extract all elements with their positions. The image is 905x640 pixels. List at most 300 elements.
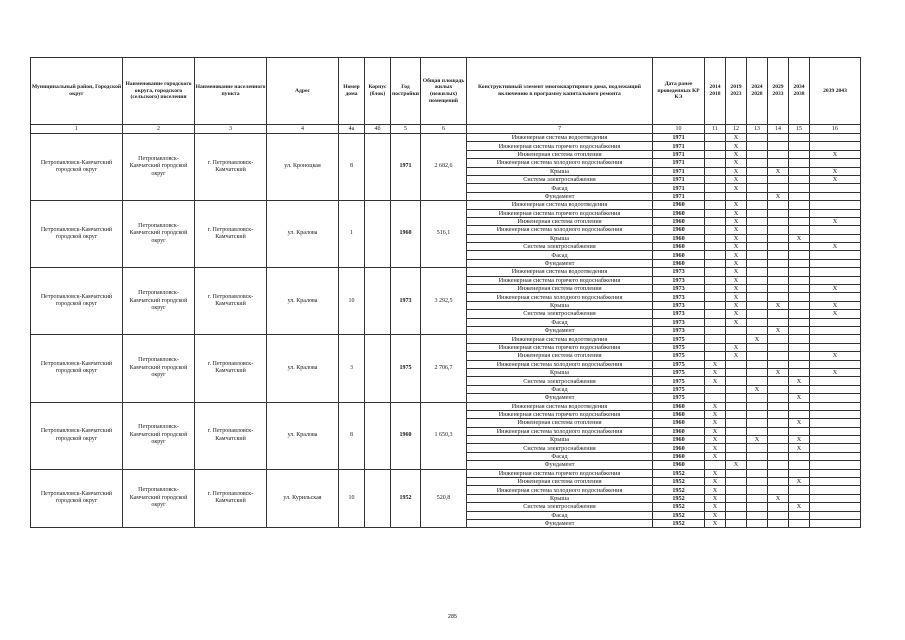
period-mark-cell: X bbox=[747, 385, 768, 393]
column-index: 6 bbox=[421, 125, 467, 134]
period-mark-cell bbox=[810, 259, 861, 267]
period-mark-cell bbox=[705, 326, 726, 334]
period-mark-cell: X bbox=[726, 150, 747, 158]
prior-date-cell: 1960 bbox=[653, 209, 705, 217]
capital-repair-table bbox=[30, 57, 861, 528]
table-row bbox=[31, 402, 861, 410]
period-mark-cell: X bbox=[726, 159, 747, 167]
period-mark-cell bbox=[768, 175, 789, 183]
period-mark-cell bbox=[726, 511, 747, 519]
prior-date-cell: 1960 bbox=[653, 444, 705, 452]
element-cell: Инженерная система отопления bbox=[467, 217, 653, 225]
period-mark-cell bbox=[747, 243, 768, 251]
period-mark-cell bbox=[726, 360, 747, 368]
period-mark-cell bbox=[768, 142, 789, 150]
period-mark-cell bbox=[726, 494, 747, 502]
header-locality: Наименование населенного пункта bbox=[195, 58, 267, 125]
period-mark-cell bbox=[810, 444, 861, 452]
prior-date-cell: 1973 bbox=[653, 301, 705, 309]
period-mark-cell bbox=[726, 326, 747, 334]
period-mark-cell bbox=[705, 293, 726, 301]
period-mark-cell: X bbox=[705, 377, 726, 385]
element-cell: Фасад bbox=[467, 251, 653, 259]
period-mark-cell bbox=[705, 285, 726, 293]
element-cell: Фасад bbox=[467, 511, 653, 519]
period-mark-cell: X bbox=[768, 167, 789, 175]
period-mark-cell bbox=[726, 427, 747, 435]
area-cell: 1 650,3 bbox=[421, 402, 467, 469]
period-mark-cell bbox=[747, 167, 768, 175]
period-mark-cell bbox=[810, 234, 861, 242]
table-body bbox=[31, 134, 861, 528]
period-mark-cell bbox=[789, 150, 810, 158]
period-mark-cell bbox=[747, 142, 768, 150]
period-mark-cell bbox=[810, 394, 861, 402]
column-index: 3 bbox=[195, 125, 267, 134]
address-cell: ул. Кралова bbox=[267, 201, 339, 268]
period-mark-cell bbox=[768, 335, 789, 343]
period-mark-cell bbox=[705, 385, 726, 393]
period-mark-cell bbox=[747, 486, 768, 494]
year-cell: 1952 bbox=[391, 469, 421, 528]
prior-date-cell: 1975 bbox=[653, 352, 705, 360]
period-mark-cell: X bbox=[705, 494, 726, 502]
period-mark-cell bbox=[747, 519, 768, 527]
period-mark-cell bbox=[810, 511, 861, 519]
period-mark-cell bbox=[789, 251, 810, 259]
period-mark-cell bbox=[810, 427, 861, 435]
element-cell: Инженерная система холодного водоснабжения bbox=[467, 360, 653, 368]
address-cell: ул. Кралова bbox=[267, 268, 339, 335]
locality-cell: г. Петропавловск-Камчатский bbox=[195, 335, 267, 402]
period-mark-cell bbox=[768, 134, 789, 142]
period-mark-cell bbox=[768, 410, 789, 418]
element-cell: Фасад bbox=[467, 452, 653, 460]
period-mark-cell bbox=[705, 226, 726, 234]
table-row bbox=[31, 134, 861, 142]
period-mark-cell: X bbox=[810, 167, 861, 175]
period-mark-cell bbox=[768, 402, 789, 410]
period-mark-cell bbox=[768, 377, 789, 385]
period-mark-cell bbox=[726, 444, 747, 452]
period-mark-cell: X bbox=[726, 201, 747, 209]
period-mark-cell bbox=[789, 461, 810, 469]
period-mark-cell bbox=[789, 519, 810, 527]
house-number-cell: 10 bbox=[339, 469, 365, 528]
period-mark-cell bbox=[747, 360, 768, 368]
period-mark-cell bbox=[705, 276, 726, 284]
period-mark-cell bbox=[810, 142, 861, 150]
prior-date-cell: 1960 bbox=[653, 452, 705, 460]
period-mark-cell: X bbox=[810, 150, 861, 158]
header-prior-repair-date: Дата ранее проведенных КР КЭ bbox=[653, 58, 705, 125]
period-mark-cell bbox=[705, 234, 726, 242]
column-index: 4а bbox=[339, 125, 365, 134]
period-mark-cell: X bbox=[705, 360, 726, 368]
column-index: 4б bbox=[365, 125, 391, 134]
prior-date-cell: 1975 bbox=[653, 335, 705, 343]
prior-date-cell: 1960 bbox=[653, 201, 705, 209]
header-municipality: Муниципальный район, Городской округ bbox=[31, 58, 123, 125]
element-cell: Система электроснабжения bbox=[467, 310, 653, 318]
period-mark-cell bbox=[747, 452, 768, 460]
prior-date-cell: 1973 bbox=[653, 276, 705, 284]
period-mark-cell bbox=[768, 150, 789, 158]
period-mark-cell bbox=[768, 436, 789, 444]
element-cell: Инженерная система холодного водоснабжения bbox=[467, 159, 653, 167]
period-mark-cell bbox=[726, 368, 747, 376]
header-period-2029: 2029 2033 bbox=[768, 58, 789, 125]
period-mark-cell: X bbox=[705, 419, 726, 427]
period-mark-cell bbox=[768, 259, 789, 267]
address-cell: ул. Курильская bbox=[267, 469, 339, 528]
prior-date-cell: 1960 bbox=[653, 251, 705, 259]
prior-date-cell: 1975 bbox=[653, 368, 705, 376]
period-mark-cell bbox=[726, 478, 747, 486]
period-mark-cell bbox=[789, 385, 810, 393]
period-mark-cell bbox=[705, 352, 726, 360]
block-cell bbox=[365, 134, 391, 201]
element-cell: Крыша bbox=[467, 167, 653, 175]
period-mark-cell bbox=[747, 184, 768, 192]
element-cell: Инженерная система отопления bbox=[467, 150, 653, 158]
period-mark-cell bbox=[789, 486, 810, 494]
period-mark-cell bbox=[810, 192, 861, 200]
period-mark-cell bbox=[789, 268, 810, 276]
element-cell: Система электроснабжения bbox=[467, 444, 653, 452]
period-mark-cell bbox=[810, 184, 861, 192]
period-mark-cell: X bbox=[768, 301, 789, 309]
period-mark-cell bbox=[705, 243, 726, 251]
block-cell bbox=[365, 335, 391, 402]
element-cell: Фасад bbox=[467, 184, 653, 192]
period-mark-cell bbox=[747, 175, 768, 183]
element-cell: Инженерная система отопления bbox=[467, 285, 653, 293]
period-mark-cell bbox=[747, 427, 768, 435]
period-mark-cell bbox=[768, 503, 789, 511]
page-number: 285 bbox=[447, 614, 458, 620]
period-mark-cell bbox=[789, 310, 810, 318]
header-area: Общая площадь жилых (нежилых) помещений bbox=[421, 58, 467, 125]
period-mark-cell bbox=[810, 326, 861, 334]
period-mark-cell bbox=[789, 494, 810, 502]
period-mark-cell bbox=[768, 209, 789, 217]
period-mark-cell bbox=[768, 243, 789, 251]
settlement-cell: Петропавловск-Камчатский городской округ bbox=[123, 134, 195, 201]
period-mark-cell bbox=[789, 326, 810, 334]
area-cell: 516,1 bbox=[421, 201, 467, 268]
column-index-row bbox=[31, 125, 861, 134]
period-mark-cell: X bbox=[789, 394, 810, 402]
period-mark-cell: X bbox=[810, 217, 861, 225]
prior-date-cell: 1952 bbox=[653, 494, 705, 502]
period-mark-cell: X bbox=[705, 486, 726, 494]
period-mark-cell: X bbox=[726, 243, 747, 251]
period-mark-cell bbox=[810, 201, 861, 209]
period-mark-cell bbox=[789, 301, 810, 309]
element-cell: Крыша bbox=[467, 494, 653, 502]
table-row bbox=[31, 201, 861, 209]
municipality-cell: Петропавловск-Камчатский городской округ bbox=[31, 134, 123, 201]
settlement-cell: Петропавловск-Камчатский городской округ bbox=[123, 335, 195, 402]
header-period-2024: 2024 2028 bbox=[747, 58, 768, 125]
period-mark-cell bbox=[768, 519, 789, 527]
period-mark-cell: X bbox=[726, 142, 747, 150]
house-number-cell: 3 bbox=[339, 335, 365, 402]
prior-date-cell: 1952 bbox=[653, 503, 705, 511]
period-mark-cell bbox=[768, 444, 789, 452]
element-cell: Фундамент bbox=[467, 259, 653, 267]
element-cell: Инженерная система водоотведения bbox=[467, 201, 653, 209]
period-mark-cell bbox=[810, 377, 861, 385]
period-mark-cell bbox=[789, 452, 810, 460]
period-mark-cell bbox=[747, 410, 768, 418]
period-mark-cell bbox=[768, 360, 789, 368]
header-settlement: Наименование городского округа, городского (сельского) поселения bbox=[123, 58, 195, 125]
period-mark-cell: X bbox=[810, 243, 861, 251]
column-index: 4 bbox=[267, 125, 339, 134]
header-address: Адрес bbox=[267, 58, 339, 125]
prior-date-cell: 1960 bbox=[653, 259, 705, 267]
locality-cell: г. Петропавловск-Камчатский bbox=[195, 268, 267, 335]
period-mark-cell bbox=[726, 410, 747, 418]
period-mark-cell bbox=[768, 217, 789, 225]
period-mark-cell bbox=[810, 436, 861, 444]
municipality-cell: Петропавловск-Камчатский городской округ bbox=[31, 201, 123, 268]
period-mark-cell bbox=[705, 192, 726, 200]
period-mark-cell: X bbox=[726, 175, 747, 183]
table-row bbox=[31, 469, 861, 477]
period-mark-cell bbox=[789, 142, 810, 150]
area-cell: 2 682,6 bbox=[421, 134, 467, 201]
settlement-cell: Петропавловск-Камчатский городской округ bbox=[123, 201, 195, 268]
period-mark-cell: X bbox=[705, 368, 726, 376]
element-cell: Система электроснабжения bbox=[467, 243, 653, 251]
period-mark-cell bbox=[747, 134, 768, 142]
period-mark-cell: X bbox=[726, 310, 747, 318]
period-mark-cell bbox=[747, 343, 768, 351]
prior-date-cell: 1975 bbox=[653, 360, 705, 368]
period-mark-cell: X bbox=[705, 444, 726, 452]
period-mark-cell bbox=[747, 234, 768, 242]
period-mark-cell bbox=[789, 243, 810, 251]
element-cell: Фундамент bbox=[467, 461, 653, 469]
period-mark-cell bbox=[768, 159, 789, 167]
house-number-cell: 8 bbox=[339, 134, 365, 201]
house-number-cell: 8 bbox=[339, 402, 365, 469]
period-mark-cell bbox=[789, 352, 810, 360]
element-cell: Крыша bbox=[467, 234, 653, 242]
period-mark-cell: X bbox=[768, 494, 789, 502]
element-cell: Инженерная система горячего водоснабжения bbox=[467, 410, 653, 418]
area-cell: 3 292,5 bbox=[421, 268, 467, 335]
period-mark-cell bbox=[789, 159, 810, 167]
period-mark-cell bbox=[747, 469, 768, 477]
period-mark-cell: X bbox=[705, 427, 726, 435]
element-cell: Фундамент bbox=[467, 192, 653, 200]
period-mark-cell bbox=[789, 427, 810, 435]
period-mark-cell bbox=[705, 310, 726, 318]
column-index: 12 bbox=[726, 125, 747, 134]
element-cell: Фасад bbox=[467, 385, 653, 393]
period-mark-cell bbox=[726, 436, 747, 444]
period-mark-cell: X bbox=[789, 377, 810, 385]
prior-date-cell: 1952 bbox=[653, 469, 705, 477]
period-mark-cell bbox=[705, 142, 726, 150]
prior-date-cell: 1960 bbox=[653, 226, 705, 234]
element-cell: Крыша bbox=[467, 301, 653, 309]
period-mark-cell bbox=[705, 217, 726, 225]
period-mark-cell bbox=[768, 318, 789, 326]
year-cell: 1960 bbox=[391, 402, 421, 469]
period-mark-cell bbox=[768, 461, 789, 469]
prior-date-cell: 1973 bbox=[653, 310, 705, 318]
period-mark-cell bbox=[747, 318, 768, 326]
header-element: Конструктивный элемент многоквартирного дома, подлежащий включению в программу капитального ремонта bbox=[467, 58, 653, 125]
period-mark-cell bbox=[726, 335, 747, 343]
period-mark-cell bbox=[726, 469, 747, 477]
element-cell: Фундамент bbox=[467, 326, 653, 334]
period-mark-cell bbox=[747, 226, 768, 234]
period-mark-cell bbox=[705, 394, 726, 402]
period-mark-cell bbox=[768, 486, 789, 494]
period-mark-cell: X bbox=[705, 436, 726, 444]
locality-cell: г. Петропавловск-Камчатский bbox=[195, 469, 267, 528]
period-mark-cell bbox=[810, 486, 861, 494]
element-cell: Инженерная система водоотведения bbox=[467, 335, 653, 343]
period-mark-cell: X bbox=[810, 285, 861, 293]
period-mark-cell bbox=[768, 293, 789, 301]
locality-cell: г. Петропавловск-Камчатский bbox=[195, 201, 267, 268]
period-mark-cell bbox=[747, 352, 768, 360]
element-cell: Система электроснабжения bbox=[467, 175, 653, 183]
period-mark-cell bbox=[705, 159, 726, 167]
period-mark-cell bbox=[789, 318, 810, 326]
period-mark-cell bbox=[810, 478, 861, 486]
element-cell: Инженерная система отопления bbox=[467, 419, 653, 427]
period-mark-cell bbox=[810, 360, 861, 368]
column-index: 1 bbox=[31, 125, 123, 134]
prior-date-cell: 1960 bbox=[653, 436, 705, 444]
period-mark-cell bbox=[789, 410, 810, 418]
period-mark-cell bbox=[810, 385, 861, 393]
locality-cell: г. Петропавловск-Камчатский bbox=[195, 134, 267, 201]
address-cell: ул. Кроноцкая bbox=[267, 134, 339, 201]
area-cell: 520,8 bbox=[421, 469, 467, 528]
period-mark-cell bbox=[705, 259, 726, 267]
period-mark-cell bbox=[810, 494, 861, 502]
period-mark-cell: X bbox=[726, 184, 747, 192]
period-mark-cell: X bbox=[726, 226, 747, 234]
period-mark-cell bbox=[747, 201, 768, 209]
element-cell: Инженерная система горячего водоснабжения bbox=[467, 276, 653, 284]
period-mark-cell bbox=[726, 452, 747, 460]
period-mark-cell bbox=[747, 326, 768, 334]
period-mark-cell bbox=[747, 377, 768, 385]
period-mark-cell bbox=[705, 343, 726, 351]
period-mark-cell bbox=[768, 419, 789, 427]
period-mark-cell: X bbox=[810, 368, 861, 376]
period-mark-cell: X bbox=[810, 175, 861, 183]
period-mark-cell: X bbox=[789, 503, 810, 511]
period-mark-cell bbox=[789, 335, 810, 343]
prior-date-cell: 1973 bbox=[653, 285, 705, 293]
period-mark-cell bbox=[705, 209, 726, 217]
period-mark-cell bbox=[789, 276, 810, 284]
period-mark-cell bbox=[789, 285, 810, 293]
header-period-2034: 2034 2038 bbox=[789, 58, 810, 125]
period-mark-cell bbox=[810, 209, 861, 217]
period-mark-cell bbox=[726, 402, 747, 410]
period-mark-cell bbox=[810, 469, 861, 477]
prior-date-cell: 1973 bbox=[653, 318, 705, 326]
period-mark-cell: X bbox=[705, 469, 726, 477]
period-mark-cell bbox=[768, 478, 789, 486]
period-mark-cell bbox=[705, 301, 726, 309]
period-mark-cell bbox=[705, 318, 726, 326]
prior-date-cell: 1960 bbox=[653, 402, 705, 410]
element-cell: Инженерная система холодного водоснабжения bbox=[467, 427, 653, 435]
period-mark-cell: X bbox=[726, 343, 747, 351]
period-mark-cell bbox=[810, 134, 861, 142]
period-mark-cell: X bbox=[810, 352, 861, 360]
period-mark-cell bbox=[726, 385, 747, 393]
period-mark-cell bbox=[810, 276, 861, 284]
period-mark-cell bbox=[705, 184, 726, 192]
prior-date-cell: 1952 bbox=[653, 486, 705, 494]
period-mark-cell bbox=[705, 175, 726, 183]
period-mark-cell bbox=[747, 150, 768, 158]
prior-date-cell: 1973 bbox=[653, 268, 705, 276]
settlement-cell: Петропавловск-Камчатский городской округ bbox=[123, 268, 195, 335]
period-mark-cell bbox=[768, 343, 789, 351]
period-mark-cell: X bbox=[789, 234, 810, 242]
element-cell: Система электроснабжения bbox=[467, 503, 653, 511]
period-mark-cell bbox=[747, 310, 768, 318]
period-mark-cell bbox=[705, 167, 726, 175]
element-cell: Инженерная система горячего водоснабжения bbox=[467, 142, 653, 150]
prior-date-cell: 1975 bbox=[653, 385, 705, 393]
locality-cell: г. Петропавловск-Камчатский bbox=[195, 402, 267, 469]
period-mark-cell: X bbox=[789, 436, 810, 444]
period-mark-cell: X bbox=[726, 276, 747, 284]
element-cell: Фундамент bbox=[467, 394, 653, 402]
period-mark-cell bbox=[747, 217, 768, 225]
period-mark-cell bbox=[726, 192, 747, 200]
prior-date-cell: 1971 bbox=[653, 175, 705, 183]
period-mark-cell bbox=[747, 368, 768, 376]
period-mark-cell bbox=[810, 159, 861, 167]
document-sheet bbox=[30, 57, 860, 528]
period-mark-cell bbox=[810, 419, 861, 427]
period-mark-cell bbox=[810, 402, 861, 410]
period-mark-cell bbox=[747, 394, 768, 402]
period-mark-cell: X bbox=[747, 335, 768, 343]
period-mark-cell bbox=[810, 461, 861, 469]
block-cell bbox=[365, 469, 391, 528]
period-mark-cell bbox=[705, 134, 726, 142]
period-mark-cell bbox=[789, 343, 810, 351]
period-mark-cell: X bbox=[726, 352, 747, 360]
period-mark-cell bbox=[768, 184, 789, 192]
element-cell: Инженерная система холодного водоснабжения bbox=[467, 293, 653, 301]
period-mark-cell bbox=[789, 402, 810, 410]
element-cell: Инженерная система водоотведения bbox=[467, 134, 653, 142]
address-cell: ул. Кралова bbox=[267, 335, 339, 402]
period-mark-cell bbox=[810, 452, 861, 460]
period-mark-cell bbox=[768, 385, 789, 393]
period-mark-cell bbox=[726, 394, 747, 402]
